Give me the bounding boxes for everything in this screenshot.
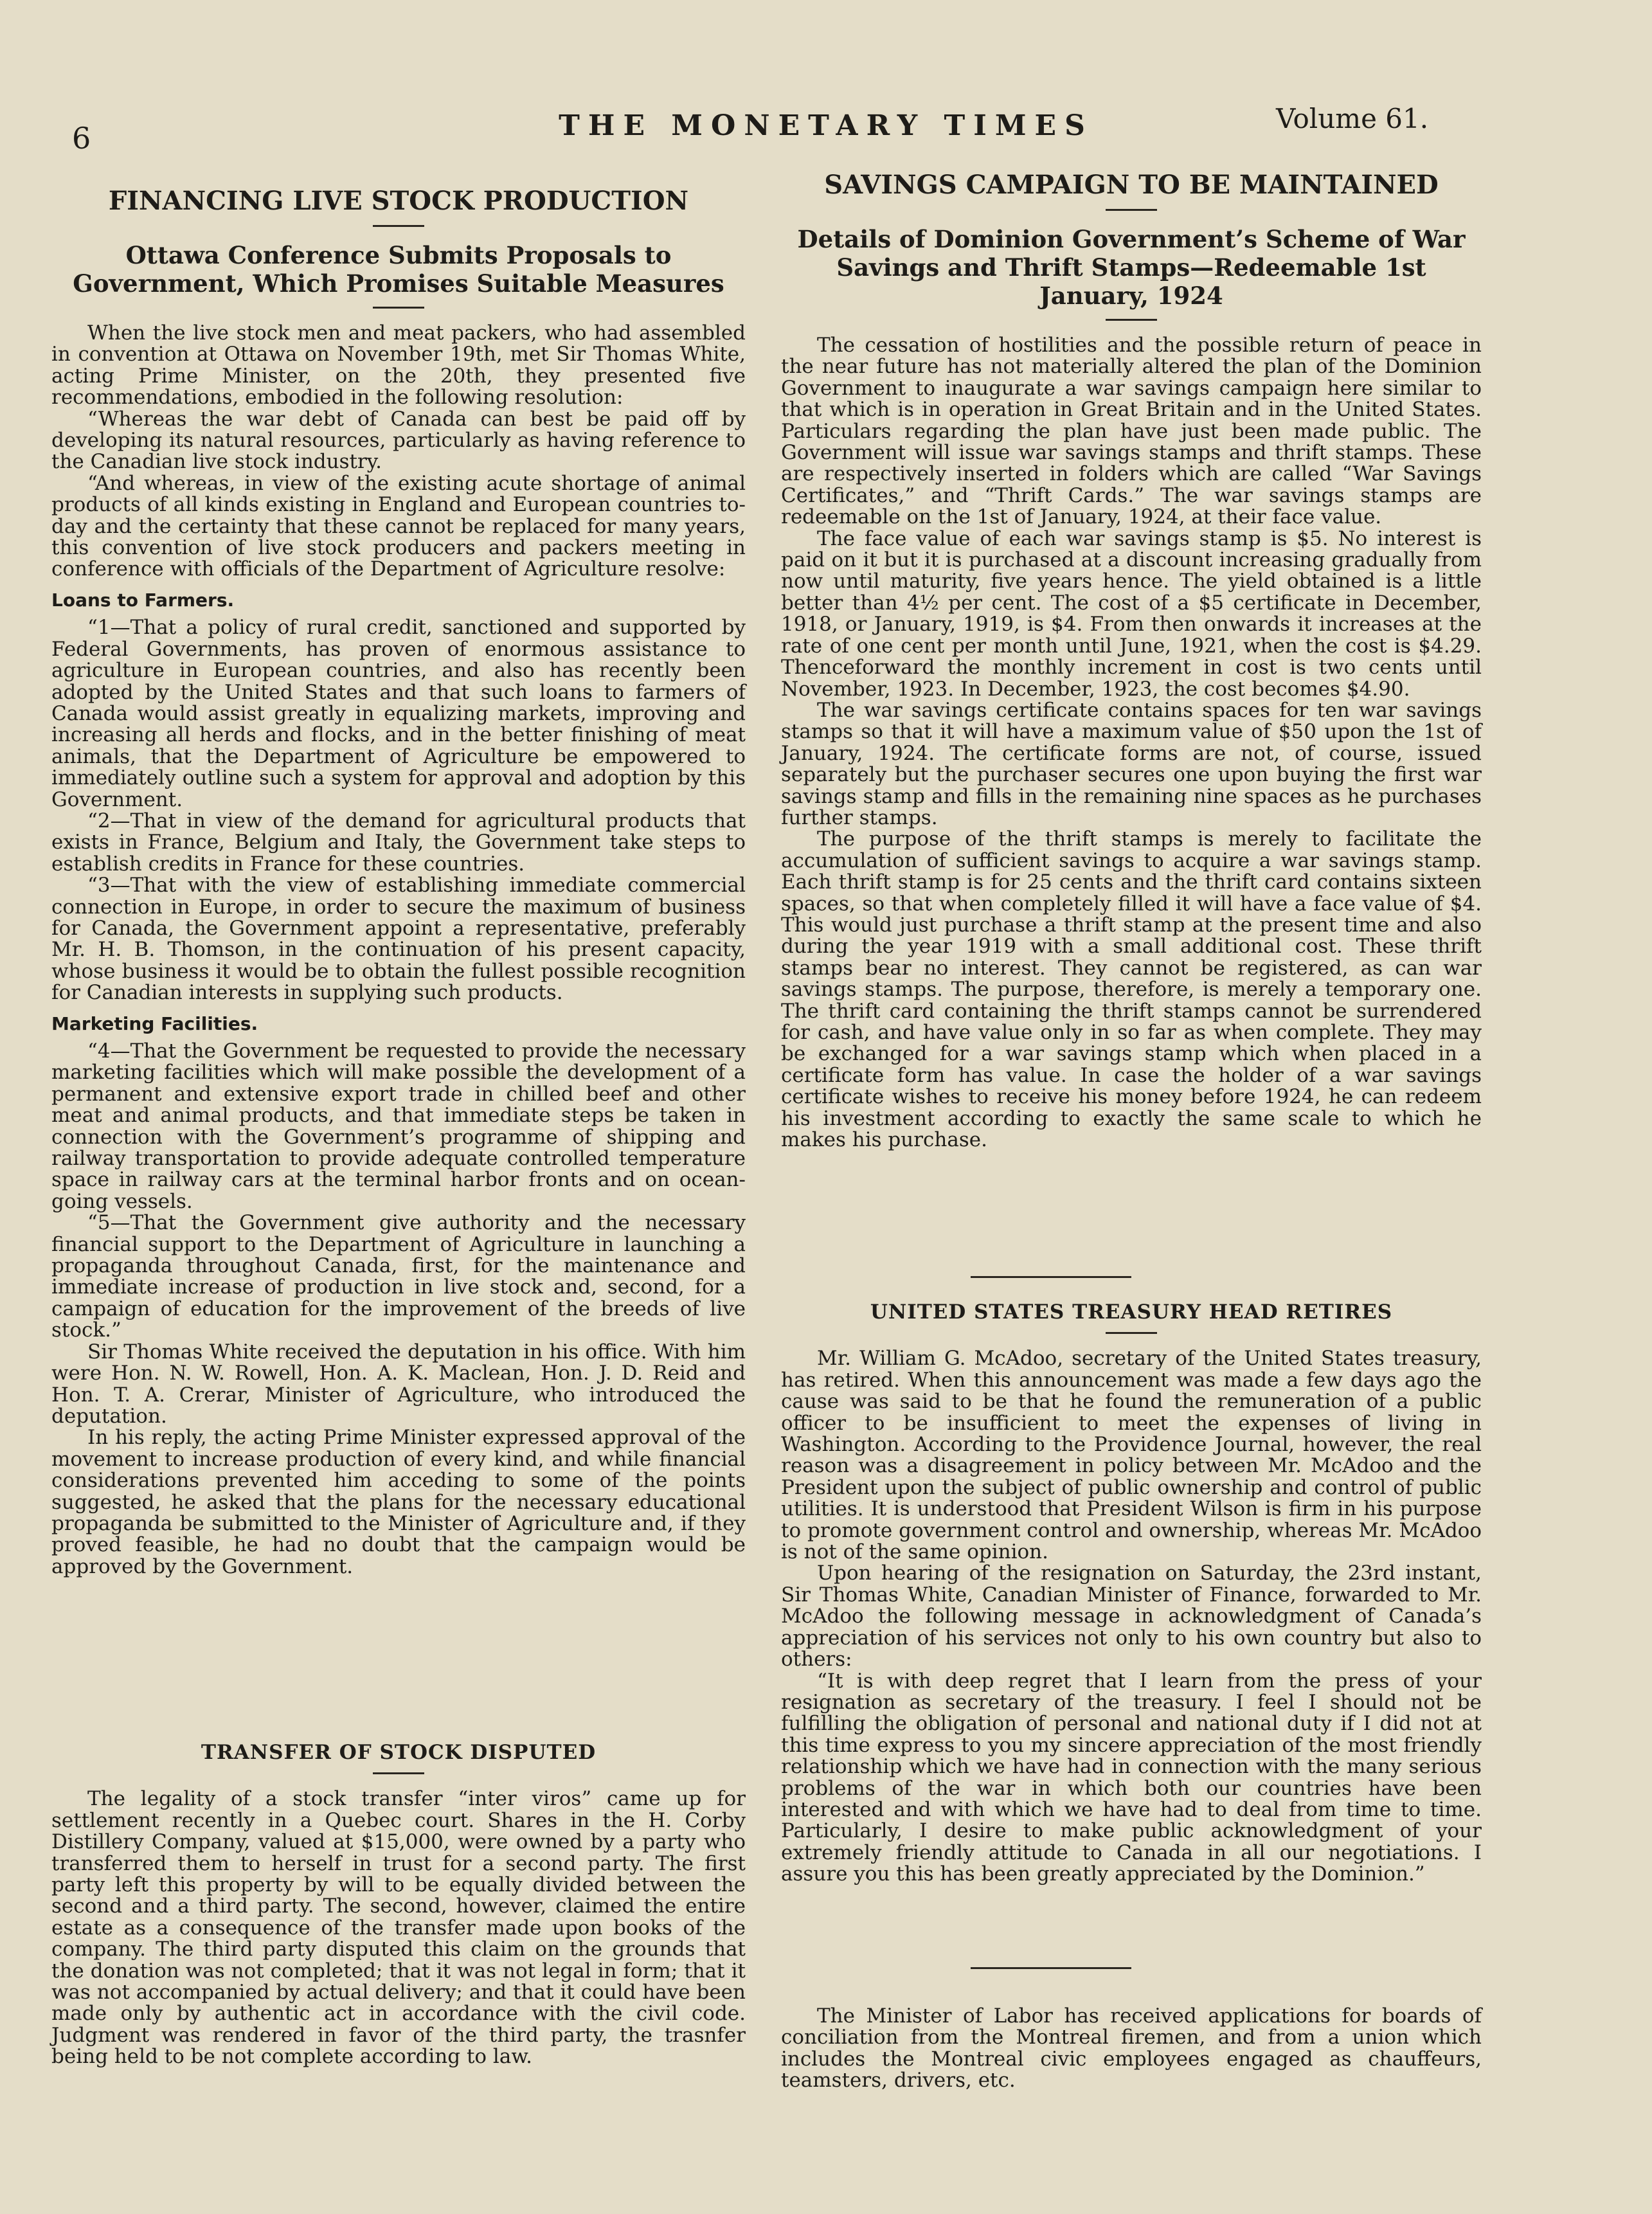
subheadline: Details of Dominion Government’s Scheme of War Savings and Thrift Stamps—Redeemable 1st January, 1924 [797,225,1466,310]
article-transfer-of-stock [51,1742,746,2068]
article-minister-of-labor [781,2006,1482,2092]
paragraph: The cessation of hostilities and the possible return of peace in the near future has not materially altered the plan of the Dominion Government to inaugurate a war savings campaign here similar to that which is in operation in Great Britain and in the United States. Particulars regarding the plan have just been made public. The Government will issue war savings stamps and thrift stamps. These are respectively inserted in folders which are called “War Savings Certificates,” and “Thrift Cards.” The war savings stamps are redeemable on the 1st of January, 1924, at their face value. [781,334,1482,529]
masthead: THE MONETARY TIMES [559,109,1093,142]
paragraph: “4—That the Government be requested to provide the necessary marketing facilities which will make possible the development of a permanent and extensive export trade in chilled beef and other meat and animal products, and that immediate steps be taken in connection with the Government’s programme of shipping and railway transportation to provide adequate controlled temperature space in railway cars at the terminal harbor fronts and on ocean-going vessels. [51,1040,746,1213]
paragraph: The face value of each war savings stamp is $5. No interest is paid on it but it is purchased at a discount increasing gradually from now until maturity, five years hence. The yield obtained is a little better than 4½ per cent. The cost of a $5 certificate in December, 1918, or January, 1919, is $4. From then onwards it increases at the rate of one cent per month until June, 1921, when the cost is $4.29. Thenceforward the monthly increment in cost is two cents until November, 1923. In December, 1923, the cost becomes $4.90. [781,526,1482,701]
page-number: 6 [72,121,91,156]
divider [373,307,424,309]
divider [373,225,424,227]
side-heading: Marketing Facilities. [51,1013,258,1034]
paragraph: “It is with deep regret that I learn from the press of your resignation as secretary of the treasury. I feel I should not be fulfilling the obligation of personal and national duty if I did not at this time express to you my sincere appreciation of the most friendly relationship which we have had in connection with the many serious problems of the war in which both our countries have been interested and with which we have had to deal from time to time. Particularly, I desire to make public acknowledgment of your extremely friendly attitude to Canada in all our negotiations. I assure you this has been greatly appreciated by the Dominion.” [781,1669,1482,1886]
volume-label: Volume 61. [1276,103,1429,134]
divider [1106,319,1157,321]
paragraph: “Whereas the war debt of Canada can best be paid off by developing its natural resources, particularly as having reference to the Canadian live stock industry. [51,407,746,474]
paragraph: “5—That the Government give authority and the necessary financial support to the Department of Agriculture in launching a propaganda throughout Canada, first, for the maintenance and immediate increase of production in live stock and, second, for a campaign of education for the improvement of the breeds of live stock.” [51,1211,746,1342]
headline: FINANCING LIVE STOCK PRODUCTION [108,186,689,216]
section-divider [971,1276,1131,1278]
paragraph: “2—That in view of the demand for agricultural products that exists in France, Belgium and Italy, the Government take steps to establish credits in France for these countries. [51,809,746,876]
paragraph: The purpose of the thrift stamps is merely to facilitate the accumulation of sufficient savings to acquire a war savings stamp. Each thrift stamp is for 25 cents and the thrift card contains sixteen spaces, so that when completely filled it will have a face value of $4. This would just purchase a thrift stamp at the present time and also during the year 1919 with a small additional cost. These thrift stamps bear no interest. They cannot be registered, as can war savings stamps. The purpose, therefore, is merely a temporary one. The thrift card containing the thrift stamps cannot be surrendered for cash, and have value only in so far as when complete. They may be exchanged for a war savings stamp which when placed in a certificate form has value. In case the holder of a war savings certificate wishes to receive his money before 1924, he can redeem his investment according to exactly the same scale to which he makes his purchase. [781,827,1482,1152]
paragraph: Mr. William G. McAdoo, secretary of the United States treasury, has retired. When this announcement was made a few days ago the cause was said to be that he found the remuneration of a public officer to be insufficient to meet the expenses of living in Washington. According to the Providence Journal, however, the real reason was a disagreement in policy between Mr. McAdoo and the President upon the subject of public ownership and control of public utilities. It is understood that President Wilson is firm in his purpose to promote government control and ownership, whereas Mr. McAdoo is not of the same opinion. [781,1347,1482,1564]
article-treasury-head-retires [781,1302,1482,1886]
subheadline: Ottawa Conference Submits Proposals to Government, Which Promises Suitable Measures [73,241,724,298]
paragraph: When the live stock men and meat packers, who had assembled in convention at Ottawa on November 19th, met Sir Thomas White, acting Prime Minister, on the 20th, they presented five recommendations, embodied in the following resolution: [51,321,746,410]
divider [1106,1332,1157,1334]
divider [373,1772,424,1774]
paragraph: The war savings certificate contains spaces for ten war savings stamps so that it will have a maximum value of $50 upon the 1st of January, 1924. The certificate forms are not, of course, issued separately but the purchaser secures one upon buying the first war savings stamp and fills in the remaining nine spaces as he purchases further stamps. [781,698,1482,829]
article-financing-live-stock [51,186,746,1578]
paragraph: “3—That with the view of establishing immediate commercial connection in Europe, in order to secure the maximum of business for Canada, the Government appoint a representative, preferably Mr. H. B. Thomson, in the continuation of his present capacity, whose business it would be to obtain the fullest possible recognition for Canadian interests in supplying such products. [51,874,746,1005]
paragraph: The Minister of Labor has received applications for boards of conciliation from the Montreal firemen, and from a union which includes the Montreal civic employees engaged as chauffeurs, teamsters, drivers, etc. [781,2004,1482,2092]
paragraph: Sir Thomas White received the deputation in his office. With him were Hon. N. W. Rowell, Hon. A. K. Maclean, Hon. J. D. Reid and Hon. T. A. Crerar, Minister of Agriculture, who introduced the deputation. [51,1340,746,1428]
side-heading: Loans to Farmers. [51,589,235,611]
paragraph: Upon hearing of the resignation on Saturday, the 23rd instant, Sir Thomas White, Canadian Minister of Finance, forwarded to Mr. McAdoo the following message in acknowledgment of Canada’s appreciation of his services not only to his own country but also to others: [781,1562,1482,1671]
paragraph: “1—That a policy of rural credit, sanctioned and supported by Federal Governments, has proven of enormous assistance to agriculture in European countries, and also has recently been adopted by the United States and that such loans to farmers of Canada would assist greatly in equalizing markets, improving and increasing all herds and flocks, and in the better finishing of meat animals, that the Department of Agriculture be empowered to immediately outline such a system for approval and adoption by this Government. [51,616,746,811]
paragraph: “And whereas, in view of the existing acute shortage of animal products of all kinds existing in England and European countries to-day and the certainty that these cannot be replaced for many years, this convention of live stock producers and packers meeting in conference with officials of the Department of Agriculture resolve: [51,471,746,581]
article-title: TRANSFER OF STOCK DISPUTED [201,1741,597,1764]
paragraph: The legality of a stock transfer “inter viros” came up for settlement recently in a Quebec court. Shares in the H. Corby Distillery Company, valued at $15,000, were owned by a party who transferred them to herself in trust for a second party. The first party left this property by will to be equally divided between the second and a third party. The second, however, claimed the entire estate as a consequence of the transfer made upon books of the company. The third party disputed this claim on the grounds that the donation was not completed; that it was not legal in form; that it was not accompanied by actual delivery; and that it could have been made only by authentic act in accordance with the civil code. Judgment was rendered in favor of the third party, the trasnfer being held to be not complete according to law. [51,1787,746,2069]
paragraph: In his reply, the acting Prime Minister expressed approval of the movement to increase production of every kind, and while financial considerations prevented him acceding to some of the points suggested, he asked that the plans for the necessary educational propaganda be submitted to the Minister of Agriculture and, if they proved feasible, he had no doubt that the campaign would be approved by the Government. [51,1426,746,1578]
divider [1106,209,1157,211]
article-savings-campaign [781,170,1482,1151]
headline: SAVINGS CAMPAIGN TO BE MAINTAINED [824,170,1439,200]
section-divider [971,1967,1131,1969]
article-title: UNITED STATES TREASURY HEAD RETIRES [870,1300,1393,1324]
